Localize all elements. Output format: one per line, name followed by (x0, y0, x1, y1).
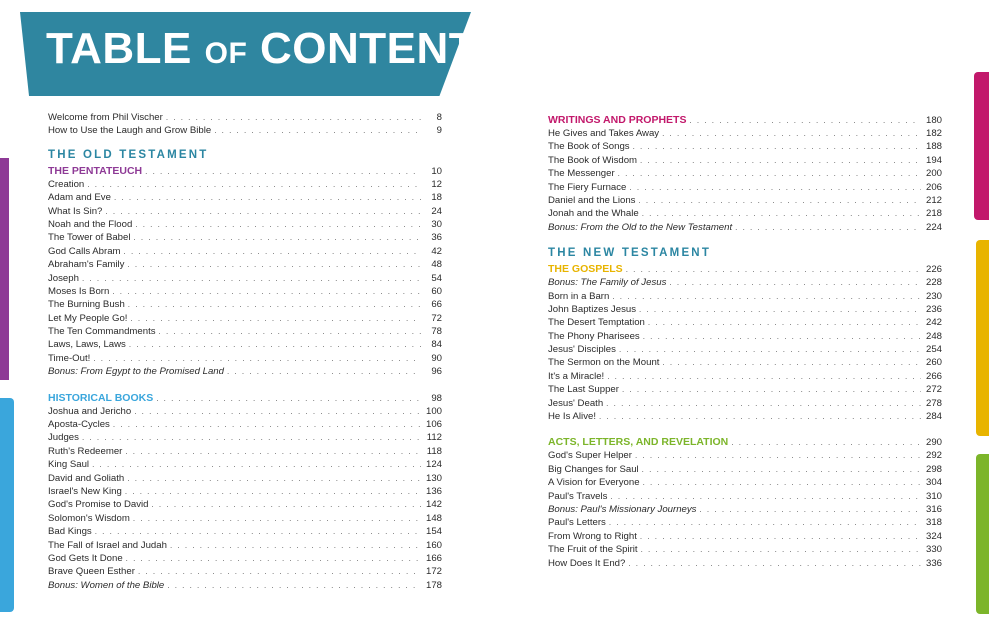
toc-entry (48, 525, 442, 538)
toc-entry (48, 312, 442, 325)
historical-edge-tab (0, 398, 14, 612)
toc-entry (48, 498, 442, 511)
toc-entry (48, 245, 442, 258)
dot-leader (112, 285, 421, 298)
entry-title: Welcome from Phil Vischer (48, 112, 163, 123)
dot-leader (145, 165, 421, 179)
toc-entry (48, 205, 442, 218)
toc-entry (548, 356, 942, 369)
section-heading-row (548, 435, 942, 449)
dot-leader (95, 525, 421, 538)
entry-title: Born in a Barn (548, 290, 610, 302)
toc-entry (48, 231, 442, 244)
dot-leader (669, 276, 921, 289)
pentateuch-section (48, 164, 442, 379)
entry-title: The Fiery Furnace (548, 181, 627, 193)
old-testament-heading: THE OLD TESTAMENT (48, 148, 209, 161)
entry-title: Big Changes for Saul (548, 463, 639, 475)
dot-leader (125, 485, 421, 498)
dot-leader (640, 154, 921, 167)
dot-leader (641, 543, 921, 556)
page-number: 330 (925, 544, 942, 556)
historical-section (48, 391, 442, 592)
toc-entry (548, 530, 942, 543)
gospels-edge-tab (976, 240, 989, 436)
dot-leader (170, 539, 421, 552)
page-number: 236 (925, 303, 942, 315)
page-number: 112 (426, 432, 442, 444)
page-number: 310 (925, 490, 942, 502)
page-number: 24 (431, 205, 442, 217)
section-title: HISTORICAL BOOKS (48, 391, 154, 404)
acts-section (548, 435, 942, 570)
page-number: 194 (925, 154, 942, 166)
dot-leader (133, 231, 421, 244)
entry-title: He Is Alive! (548, 411, 596, 423)
page-number: 42 (431, 245, 442, 257)
page-number: 142 (425, 499, 442, 511)
dot-leader (640, 530, 921, 543)
toc-entry (548, 207, 942, 220)
toc-entry (548, 516, 942, 529)
toc-entry (548, 167, 942, 180)
entry-title: The Tower of Babel (48, 232, 131, 244)
dot-leader (618, 167, 921, 180)
page-number: 200 (925, 168, 942, 180)
entry-title: Paul's Letters (548, 517, 606, 529)
dot-leader (214, 124, 421, 137)
page-number: 180 (925, 115, 942, 126)
entry-title: From Wrong to Right (548, 530, 637, 542)
page-number: 100 (425, 405, 442, 417)
entry-title: Laws, Laws, Laws (48, 339, 126, 351)
page-number: 124 (425, 459, 442, 471)
left-column (48, 111, 442, 592)
writings-edge-tab (974, 72, 989, 220)
dot-leader (610, 490, 921, 503)
page-number: 12 (431, 178, 442, 190)
dot-leader (114, 191, 421, 204)
dot-leader (731, 436, 921, 450)
page-number: 304 (925, 477, 942, 489)
dot-leader (642, 207, 921, 220)
dot-leader (642, 463, 921, 476)
entry-title: Brave Queen Esther (48, 566, 135, 578)
page-number: 84 (431, 339, 442, 351)
dot-leader (599, 410, 921, 423)
entry-title: Joseph (48, 272, 79, 284)
entry-title: Joshua and Jericho (48, 405, 132, 417)
entry-title: The Fruit of the Spirit (548, 544, 638, 556)
page-number: 66 (431, 299, 442, 311)
dot-leader (609, 516, 921, 529)
dot-leader (93, 352, 421, 365)
dot-leader (128, 298, 421, 311)
entry-title: Ruth's Redeemer (48, 445, 123, 457)
page-number: 172 (425, 566, 442, 578)
dot-leader (633, 140, 921, 153)
toc-entry (548, 343, 942, 356)
toc-entry (48, 418, 442, 431)
toc-entry (48, 472, 442, 485)
dot-leader (105, 205, 421, 218)
dot-leader (638, 194, 921, 207)
page-number: 260 (925, 357, 942, 369)
page-number: 212 (925, 194, 942, 206)
entry-title: Solomon's Wisdom (48, 512, 130, 524)
entry-title: Bad Kings (48, 526, 92, 538)
dot-leader (130, 312, 421, 325)
toc-entry (548, 276, 942, 289)
page-number: 9 (436, 125, 442, 137)
toc-entry (48, 445, 442, 458)
page-number: 336 (925, 557, 942, 569)
dot-leader (227, 365, 421, 378)
dot-leader (129, 338, 421, 351)
page-number: 60 (431, 285, 442, 297)
entry-title: Daniel and the Lions (548, 194, 636, 206)
page-number: 254 (925, 344, 942, 356)
page-number: 48 (431, 259, 442, 271)
page-number: 130 (425, 472, 442, 484)
page-number: 272 (925, 384, 942, 396)
entry-title: Time-Out! (48, 352, 91, 364)
toc-entry (48, 298, 442, 311)
dot-leader (113, 418, 421, 431)
entry-title: What Is Sin? (48, 205, 103, 217)
page-number: 188 (925, 141, 942, 153)
dot-leader (134, 405, 421, 418)
toc-entry (48, 458, 442, 471)
dot-leader (626, 263, 921, 277)
dot-leader (635, 449, 921, 462)
toc-entry (548, 490, 942, 503)
dot-leader (735, 221, 921, 234)
dot-leader (82, 272, 421, 285)
dot-leader (166, 111, 421, 124)
page-number: 226 (925, 264, 942, 276)
toc-entry (48, 111, 442, 124)
toc-entry (548, 303, 942, 316)
entry-title: Paul's Travels (548, 490, 608, 502)
dot-leader (127, 258, 421, 271)
right-column (548, 113, 942, 570)
entry-title: Israel's New King (48, 485, 122, 497)
toc-entry (48, 258, 442, 271)
entry-title: How to Use the Laugh and Grow Bible (48, 125, 212, 137)
entry-title: Jesus' Disciples (548, 344, 616, 356)
writings-section (548, 113, 942, 234)
section-title: THE PENTATEUCH (48, 164, 143, 177)
page-title (46, 19, 506, 79)
page-number: 218 (925, 208, 942, 220)
intro-list (48, 111, 442, 138)
dot-leader (643, 330, 921, 343)
toc-entry (48, 218, 442, 231)
dot-leader (151, 498, 421, 511)
toc-entry (48, 272, 442, 285)
dot-leader (87, 178, 421, 191)
entry-title: King Saul (48, 459, 90, 471)
toc-entry (48, 539, 442, 552)
toc-entry (548, 181, 942, 194)
toc-entry (548, 503, 942, 516)
dot-leader (643, 476, 921, 489)
page-number: 292 (925, 450, 942, 462)
page-number: 78 (431, 326, 442, 338)
toc-entry (48, 565, 442, 578)
entry-title: Aposta-Cycles (48, 419, 110, 431)
page-number: 136 (425, 485, 442, 497)
page-number: 30 (431, 218, 442, 230)
toc-entry (548, 127, 942, 140)
page-number: 106 (425, 419, 442, 431)
dot-leader (82, 431, 421, 444)
section-title: THE GOSPELS (548, 263, 623, 276)
dot-leader (138, 565, 421, 578)
entry-title: Creation (48, 178, 85, 190)
page-number: 278 (925, 397, 942, 409)
section-title: WRITINGS AND PROPHETS (548, 114, 687, 126)
entry-title: Bonus: From the Old to the New Testament (548, 221, 733, 233)
page-number: 8 (436, 112, 442, 123)
entry-title: Let My People Go! (48, 312, 128, 324)
page-number: 154 (425, 526, 442, 538)
entry-title: It's a Miracle! (548, 370, 605, 382)
page-number: 248 (925, 330, 942, 342)
dot-leader (662, 127, 921, 140)
title-part-table: TABLE (46, 24, 192, 73)
page-number: 228 (925, 277, 942, 289)
dot-leader (156, 392, 421, 406)
dot-leader (167, 579, 421, 592)
entry-title: Jonah and the Whale (548, 208, 639, 220)
page-number: 318 (925, 517, 942, 529)
toc-entry (48, 512, 442, 525)
entry-title: Judges (48, 432, 79, 444)
toc-entry (48, 365, 442, 378)
page-number: 54 (431, 272, 442, 284)
toc-entry (48, 178, 442, 191)
toc-entry (548, 140, 942, 153)
entry-title: Abraham's Family (48, 259, 125, 271)
toc-entry (548, 397, 942, 410)
dot-leader (648, 316, 921, 329)
toc-entry (48, 338, 442, 351)
toc-entry (548, 410, 942, 423)
dot-leader (125, 445, 421, 458)
dot-leader (133, 512, 421, 525)
section-heading-row (48, 164, 442, 178)
dot-leader (124, 245, 421, 258)
page-number: 242 (925, 317, 942, 329)
entry-title: God's Super Helper (548, 450, 632, 462)
entry-title: How Does It End? (548, 557, 626, 569)
page-number: 230 (925, 290, 942, 302)
page-number: 182 (925, 128, 942, 139)
section-title: ACTS, LETTERS, AND REVELATION (548, 436, 729, 449)
dot-leader (619, 343, 921, 356)
page-number: 266 (925, 370, 942, 382)
entry-title: Bonus: Paul's Missionary Journeys (548, 503, 697, 515)
dot-leader (689, 114, 921, 128)
toc-entry (548, 330, 942, 343)
page-number: 160 (425, 539, 442, 551)
dot-leader (127, 472, 421, 485)
dot-leader (612, 290, 921, 303)
toc-entry (548, 194, 942, 207)
entry-title: Jesus' Death (548, 397, 604, 409)
dot-leader (699, 503, 921, 516)
toc-entry (548, 543, 942, 556)
page-number: 290 (925, 437, 942, 449)
title-part-contents: CONTENTS (260, 24, 507, 73)
entry-title: The Desert Temptation (548, 317, 645, 329)
dot-leader (639, 303, 921, 316)
section-heading-row (548, 113, 942, 127)
title-part-of: OF (204, 37, 248, 70)
entry-title: Bonus: From Egypt to the Promised Land (48, 366, 224, 378)
entry-title: He Gives and Takes Away (548, 128, 660, 139)
toc-entry (48, 579, 442, 592)
toc-entry (48, 352, 442, 365)
entry-title: The Last Supper (548, 384, 619, 396)
acts-edge-tab (976, 454, 989, 614)
page-number: 10 (431, 165, 442, 177)
toc-entry (548, 383, 942, 396)
page-number: 148 (425, 512, 442, 524)
dot-leader (628, 557, 921, 570)
page-number: 72 (431, 312, 442, 324)
entry-title: The Sermon on the Mount (548, 357, 660, 369)
entry-title: David and Goliath (48, 472, 125, 484)
toc-entry (48, 431, 442, 444)
page-number: 36 (431, 232, 442, 244)
toc-entry (48, 405, 442, 418)
toc-entry (548, 463, 942, 476)
dot-leader (622, 383, 921, 396)
page-number: 316 (925, 503, 942, 515)
entry-title: The Book of Songs (548, 141, 630, 153)
dot-leader (92, 458, 421, 471)
toc-entry (48, 325, 442, 338)
entry-title: Moses Is Born (48, 285, 110, 297)
entry-title: John Baptizes Jesus (548, 303, 636, 315)
toc-entry (48, 191, 442, 204)
entry-title: The Fall of Israel and Judah (48, 539, 167, 551)
dot-leader (607, 370, 921, 383)
entry-title: God Gets It Done (48, 552, 123, 564)
page-number: 166 (425, 552, 442, 564)
dot-leader (662, 356, 921, 369)
entry-title: A Vision for Everyone (548, 477, 640, 489)
entry-title: Adam and Eve (48, 192, 111, 204)
page-number: 298 (925, 463, 942, 475)
toc-entry (48, 285, 442, 298)
dot-leader (629, 181, 921, 194)
page-number: 224 (925, 221, 942, 233)
pentateuch-edge-tab (0, 158, 9, 380)
dot-leader (135, 218, 421, 231)
page-number: 18 (431, 192, 442, 204)
toc-entry (48, 552, 442, 565)
entry-title: Noah and the Flood (48, 218, 133, 230)
dot-leader (126, 552, 421, 565)
page-number: 96 (431, 366, 442, 378)
dot-leader (159, 325, 421, 338)
entry-title: God's Promise to David (48, 499, 149, 511)
section-heading-row (48, 391, 442, 405)
page-number: 206 (925, 181, 942, 193)
dot-leader (606, 397, 921, 410)
toc-entry (48, 124, 442, 137)
toc-entry (548, 476, 942, 489)
toc-entry (548, 557, 942, 570)
toc-entry (548, 154, 942, 167)
toc-entry (548, 290, 942, 303)
page-number: 118 (426, 445, 442, 457)
page-number: 284 (925, 411, 942, 423)
entry-title: The Messenger (548, 168, 615, 180)
entry-title: The Burning Bush (48, 299, 125, 311)
toc-entry (548, 221, 942, 234)
entry-title: Bonus: Women of the Bible (48, 579, 165, 591)
entry-title: The Book of Wisdom (548, 154, 638, 166)
section-heading-row (548, 262, 942, 276)
toc-entry (548, 449, 942, 462)
page-number: 324 (925, 530, 942, 542)
page-number: 90 (431, 352, 442, 364)
toc-entry (48, 485, 442, 498)
entry-title: The Ten Commandments (48, 326, 156, 338)
new-testament-heading: THE NEW TESTAMENT (548, 247, 712, 260)
entry-title: Bonus: The Family of Jesus (548, 277, 667, 289)
entry-title: The Phony Pharisees (548, 330, 640, 342)
toc-entry (548, 370, 942, 383)
entry-title: God Calls Abram (48, 245, 121, 257)
gospels-section (548, 262, 942, 423)
page-number: 178 (425, 579, 442, 591)
page-number: 98 (431, 392, 442, 404)
toc-entry (548, 316, 942, 329)
